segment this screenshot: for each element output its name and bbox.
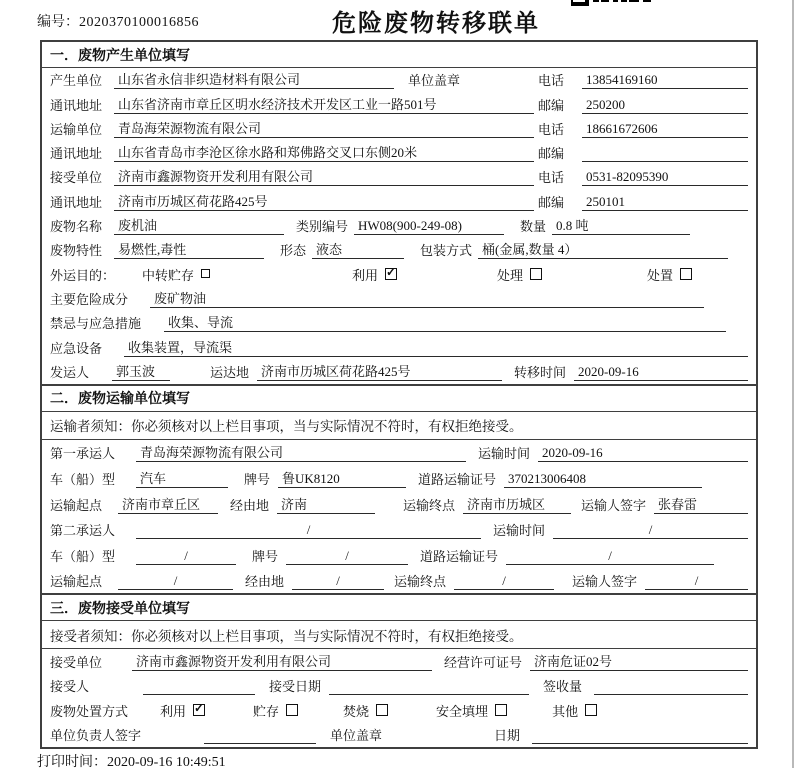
waste-name: 废机油 xyxy=(114,215,284,235)
receiver-value: 济南市鑫源物资开发利用有限公司 xyxy=(114,166,534,186)
first-plate-number: 鲁UK8120 xyxy=(278,468,406,488)
print-time-value: 2020-09-16 10:49:51 xyxy=(107,755,226,770)
destination-value: 济南市历城区荷花路425号 xyxy=(257,361,502,381)
end-label: 运输终点 xyxy=(403,497,456,513)
row-producer xyxy=(42,68,756,92)
section-receiver xyxy=(42,593,756,747)
row-shipper xyxy=(42,360,756,384)
second-origin: / xyxy=(118,573,233,590)
page-edge-line xyxy=(792,0,794,768)
form-table xyxy=(40,40,758,749)
license-label: 经营许可证号 xyxy=(444,654,523,670)
row-waste-name xyxy=(42,214,756,238)
receiver-address: 济南市历城区荷花路425号 xyxy=(114,191,534,211)
zip-label: 邮编 xyxy=(538,97,565,113)
section-producer xyxy=(42,42,756,384)
received-amount-label: 签收量 xyxy=(543,679,583,695)
emergency-label: 禁忌与应急措施 xyxy=(50,316,142,332)
quantity-value: 0.8 吨 xyxy=(552,215,690,235)
end-label: 运输终点 xyxy=(394,574,447,590)
second-end: / xyxy=(454,573,554,590)
row-responsible-signature xyxy=(42,723,756,748)
origin-label: 运输起点 xyxy=(50,574,103,590)
checkbox-disposal-incinerate xyxy=(376,704,388,716)
page-title: 危险废物转移联单 xyxy=(332,11,540,37)
via-label: 经由地 xyxy=(245,574,285,590)
row-first-carrier xyxy=(42,440,756,466)
form-value: 液态 xyxy=(312,239,404,259)
phone-label: 电话 xyxy=(538,121,565,137)
section-transporter xyxy=(42,384,756,594)
form-label: 形态 xyxy=(280,243,307,259)
first-carrier-label: 第一承运人 xyxy=(50,446,116,462)
responsible-sign-label: 单位负责人签字 xyxy=(50,728,142,744)
row-producer-address xyxy=(42,92,756,116)
recipient-name xyxy=(143,680,255,695)
first-road-permit: 370213006408 xyxy=(504,471,702,488)
form-header xyxy=(0,0,796,40)
checkbox-transit-storage xyxy=(201,269,210,278)
producer-phone: 13854169160 xyxy=(582,72,748,89)
row-second-carrier xyxy=(42,517,756,543)
traits-value: 易燃性,毒性 xyxy=(114,239,264,259)
row-second-vehicle xyxy=(42,542,756,568)
unit-seal-label: 单位盖章 xyxy=(330,728,383,744)
shipper-name: 郭玉波 xyxy=(112,361,170,381)
transporter-label: 运输单位 xyxy=(50,121,103,137)
producer-value: 山东省永信非织造材料有限公司 xyxy=(114,69,394,89)
recipient-label: 接受人 xyxy=(50,679,90,695)
row-emergency-equipment xyxy=(42,335,756,359)
checkbox-utilize xyxy=(385,268,397,280)
waste-name-label: 废物名称 xyxy=(50,219,103,235)
checkbox-disposal-other xyxy=(585,704,597,716)
purpose-label: 外运目的： xyxy=(50,267,116,283)
first-carrier-time: 2020-09-16 xyxy=(538,445,748,462)
zip-label: 邮编 xyxy=(538,146,565,162)
received-amount xyxy=(594,680,748,695)
plate-label: 牌号 xyxy=(244,472,271,488)
hazard-label: 主要危险成分 xyxy=(50,291,129,307)
row-first-route xyxy=(42,491,756,517)
carrier-sign-label: 运输人签字 xyxy=(572,574,638,590)
transporter-notice: 运输者须知：你必须核对以上栏目事项，当与实际情况不符时，有权拒绝接受。 xyxy=(42,412,756,440)
transporter-address: 山东省青岛市李沧区徐水路和郑佛路交叉口东侧20米 xyxy=(114,142,534,162)
second-via: / xyxy=(292,573,384,590)
responsible-signature xyxy=(204,729,316,744)
purpose-option-dispose: 处置 xyxy=(647,265,692,284)
checkbox-treat xyxy=(530,268,542,280)
first-via: 济南 xyxy=(277,494,375,514)
disposal-option-incinerate: 焚烧 xyxy=(343,701,388,720)
row-second-route xyxy=(42,568,756,594)
receiving-unit-name: 济南市鑫源物资开发利用有限公司 xyxy=(132,651,432,671)
purpose-option-utilize: 利用 ✓ xyxy=(352,265,397,284)
print-time-label: 打印时间： xyxy=(37,755,107,770)
packing-label: 包装方式 xyxy=(420,243,473,259)
checkbox-disposal-landfill xyxy=(495,704,507,716)
transfer-time-label: 转移时间 xyxy=(514,364,567,380)
address-label: 通讯地址 xyxy=(50,194,103,210)
disposal-option-store: 贮存 xyxy=(253,701,298,720)
print-time-line xyxy=(37,751,226,771)
row-emergency-measures xyxy=(42,311,756,335)
serial-number: 2020370100016856 xyxy=(79,15,199,30)
checkbox-disposal-store xyxy=(286,704,298,716)
second-carrier-label: 第二承运人 xyxy=(50,523,116,539)
transport-time-label: 运输时间 xyxy=(493,523,546,539)
serial-label: 编号： xyxy=(37,15,79,30)
producer-zip: 250200 xyxy=(582,97,748,114)
row-transporter-address xyxy=(42,141,756,165)
producer-address: 山东省济南市章丘区明水经济技术开发区工业一路501号 xyxy=(114,94,534,114)
disposal-option-landfill: 安全填埋 xyxy=(436,701,507,720)
row-first-vehicle xyxy=(42,465,756,491)
emergency-value: 收集、导流 xyxy=(164,312,726,332)
traits-label: 废物特性 xyxy=(50,243,103,259)
origin-label: 运输起点 xyxy=(50,497,103,513)
receiver-label: 接受单位 xyxy=(50,170,103,186)
transporter-phone: 18661672606 xyxy=(582,121,748,138)
row-transporter xyxy=(42,117,756,141)
vehicle-type-label: 车（船）型 xyxy=(50,548,116,564)
second-road-permit: / xyxy=(506,548,714,565)
row-hazard-components xyxy=(42,287,756,311)
row-receiver xyxy=(42,165,756,189)
section2-title: 二．废物运输单位填写 xyxy=(42,386,756,412)
receiver-notice: 接受者须知：你必须核对以上栏目事项，当与实际情况不符时，有权拒绝接受。 xyxy=(42,621,756,649)
quantity-label: 数量 xyxy=(520,219,547,235)
equipment-value: 收集装置，导流渠 xyxy=(124,337,748,357)
checkbox-dispose xyxy=(680,268,692,280)
packing-value: 桶(金属,数量 4） xyxy=(478,239,728,259)
equipment-label: 应急设备 xyxy=(50,340,103,356)
purpose-option-storage: 中转贮存 xyxy=(142,265,210,284)
row-disposal-method xyxy=(42,698,756,723)
address-label: 通讯地址 xyxy=(50,146,103,162)
receiver-zip: 250101 xyxy=(582,194,748,211)
zip-label: 邮编 xyxy=(538,194,565,210)
carrier-sign-label: 运输人签字 xyxy=(581,497,647,513)
via-label: 经由地 xyxy=(230,497,270,513)
plate-label: 牌号 xyxy=(252,548,279,564)
section1-title: 一．废物产生单位填写 xyxy=(42,42,756,68)
transport-time-label: 运输时间 xyxy=(478,446,531,462)
road-permit-label: 道路运输证号 xyxy=(418,472,497,488)
producer-label: 产生单位 xyxy=(50,73,103,89)
receive-date xyxy=(329,680,529,695)
serial-number-line xyxy=(37,11,199,31)
first-end: 济南市历城区 xyxy=(463,494,571,514)
unit-seal-label: 单位盖章 xyxy=(408,73,461,89)
disposal-option-other: 其他 xyxy=(552,701,597,720)
disposal-method-label: 废物处置方式 xyxy=(50,703,129,719)
road-permit-label: 道路运输证号 xyxy=(420,548,499,564)
second-carrier-time: / xyxy=(553,522,748,539)
section3-title: 三．废物接受单位填写 xyxy=(42,595,756,621)
checkbox-disposal-utilize xyxy=(193,704,205,716)
seal-date xyxy=(532,729,748,744)
transfer-time-value: 2020-09-16 xyxy=(574,364,748,381)
vehicle-type-label: 车（船）型 xyxy=(50,472,116,488)
phone-label: 电话 xyxy=(538,170,565,186)
transporter-zip xyxy=(582,147,748,162)
qr-code-icon xyxy=(571,0,651,10)
first-vehicle-type: 汽车 xyxy=(136,468,228,488)
row-receiving-unit xyxy=(42,649,756,674)
transporter-value: 青岛海荣源物流有限公司 xyxy=(114,118,534,138)
shipper-label: 发运人 xyxy=(50,364,90,380)
address-label: 通讯地址 xyxy=(50,97,103,113)
row-waste-traits xyxy=(42,238,756,262)
second-vehicle-type: / xyxy=(136,548,236,565)
hazard-value: 废矿物油 xyxy=(150,288,704,308)
date-label: 日期 xyxy=(494,728,521,744)
receive-date-label: 接受日期 xyxy=(269,679,322,695)
first-carrier-name: 青岛海荣源物流有限公司 xyxy=(136,442,466,462)
second-carrier-signature: / xyxy=(645,573,748,590)
disposal-option-utilize: 利用 ✓ xyxy=(160,701,205,720)
receiver-phone: 0531-82095390 xyxy=(582,169,748,186)
category-code: HW08(900-249-08) xyxy=(354,218,504,235)
destination-label: 运达地 xyxy=(210,364,250,380)
category-label: 类别编号 xyxy=(296,219,349,235)
second-plate-number: / xyxy=(286,548,408,565)
first-origin: 济南市章丘区 xyxy=(118,494,218,514)
license-number: 济南危证02号 xyxy=(530,651,748,671)
purpose-option-treat: 处理 xyxy=(497,265,542,284)
first-carrier-signature: 张春雷 xyxy=(654,494,748,514)
second-carrier-name: / xyxy=(136,522,481,539)
row-transport-purpose xyxy=(42,262,756,286)
row-receiver-address xyxy=(42,189,756,213)
row-recipient xyxy=(42,674,756,699)
phone-label: 电话 xyxy=(538,73,565,89)
receiving-unit-label: 接受单位 xyxy=(50,654,103,670)
